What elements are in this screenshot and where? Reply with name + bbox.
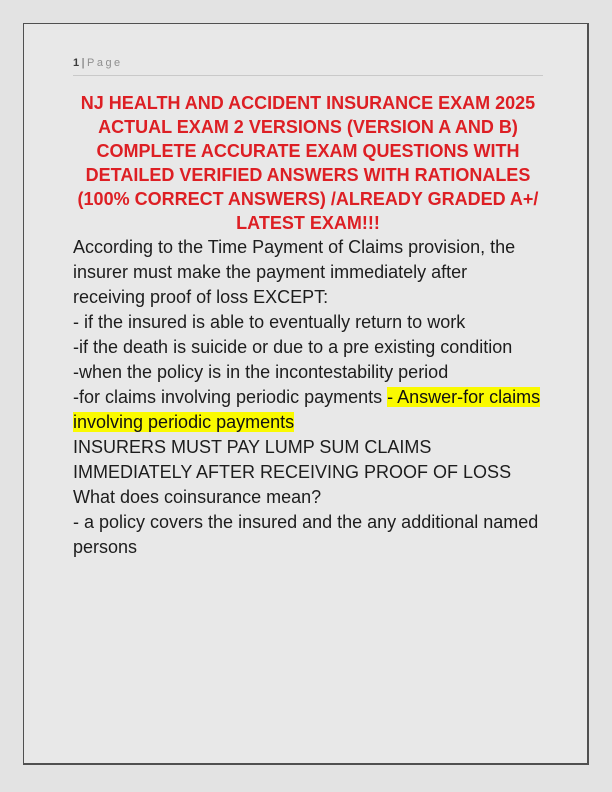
header-divider [73,75,543,76]
title-line-1: NJ HEALTH AND ACCIDENT INSURANCE EXAM 2025 [80,93,536,113]
question-1-run: According to the Time Payment of Claims provision, the insurer must make the payment immediately after receiving proof of loss EXCEPT: [73,237,516,307]
answer-option-5-run: - a policy covers the insured and the any additional named persons [73,512,539,557]
question-2-run: What does coinsurance mean? [73,487,322,507]
highlighted-answer: - Answer-for claims involving periodic payments [73,387,541,432]
title-line-5: (100% CORRECT ANSWERS) /ALREADY GRADED A+/ [77,189,539,209]
page-label: Page [86,57,123,69]
answer-option-5 [73,510,543,560]
rationale-text [73,435,543,485]
title-line-6: LATEST EXAM!!! [236,213,380,233]
title-line-3: COMPLETE ACCURATE EXAM QUESTIONS WITH [96,141,520,161]
answer-option-1-run: - if the insured is able to eventually return to work [73,312,466,332]
answer-option-3 [73,360,543,385]
answer-option-4-with-answer [73,385,543,435]
page-header [73,57,543,70]
rationale-run: INSURERS MUST PAY LUMP SUM CLAIMS IMMEDIATELY AFTER RECEIVING PROOF OF LOSS [73,437,512,482]
document-body [73,235,543,560]
document-title [73,91,543,235]
answer-option-2 [73,335,543,360]
answer-option-1 [73,310,543,335]
question-1-text [73,235,543,310]
answer-option-4-run: -for claims involving periodic payments [73,387,388,407]
page-number-separator: | [81,57,87,69]
page-number: 1 [73,57,82,69]
question-2-text [73,485,543,510]
answer-option-3-run: -when the policy is in the incontestability period [73,362,449,382]
document-page [23,23,589,765]
title-line-4: DETAILED VERIFIED ANSWERS WITH RATIONALES [85,165,531,185]
title-line-2: ACTUAL EXAM 2 VERSIONS (VERSION A AND B) [98,117,518,137]
answer-option-2-run: -if the death is suicide or due to a pre existing condition [73,337,513,357]
